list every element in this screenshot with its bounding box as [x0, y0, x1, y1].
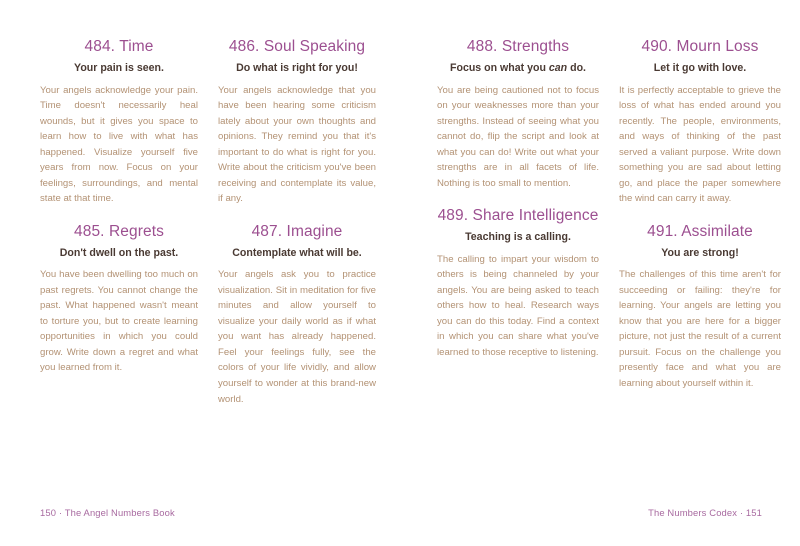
- entry-body: You are being cautioned not to focus on your weaknesses more than your strengths. Instead of seeing what you cannot do, flip the script and look at what you can do! Write out what your strengths are in all facets of life. Nothing is too small to mention.: [437, 84, 599, 189]
- entry-body: The challenges of this time aren't for succeeding or failing: they're for learning. Your angels are letting you know that you are here for a bigger picture, not just the result of a current pursuit. Focus on the challenge you presently face and what you are learning about yourself within it.: [619, 269, 781, 389]
- entry-subtitle: Teaching is a calling.: [465, 231, 571, 244]
- entry-subtitle: Do what is right for you!: [236, 61, 358, 74]
- entry-title: 485. Regrets: [74, 222, 164, 240]
- entry-486: [218, 38, 376, 207]
- entry-490: [619, 38, 781, 207]
- entry-title: 491. Assimilate: [647, 222, 753, 240]
- left-page-column-1: [40, 38, 198, 392]
- entry-title: 489. Share Intelligence: [437, 207, 599, 225]
- right-page-footer: The Numbers Codex · 151: [648, 507, 762, 518]
- entry-body: Your angels ask you to practice visualization. Sit in meditation for five minutes and allow yourself to visualize your daily world as if what you want has already happened. Feel your feelings fully, see the colors of your life vividly, and allow yourself to wonder at this brand-new world.: [218, 269, 376, 405]
- entry-484: [40, 38, 198, 207]
- right-page-column-1: [437, 38, 599, 376]
- entry-491: [619, 223, 781, 392]
- entry-title: 486. Soul Speaking: [228, 38, 366, 55]
- entry-488: [437, 38, 599, 191]
- entry-subtitle: Your pain is seen.: [74, 61, 164, 74]
- entry-title: 490. Mourn Loss: [641, 38, 759, 55]
- entry-body: Your angels acknowledge your pain. Time doesn't necessarily heal wounds, but it gives you space to learn how to live with what has happened. Visualize yourself five years from now. Focus on your feelings, surroundings, and mental state at that time.: [40, 84, 198, 205]
- entry-title: 488. Strengths: [466, 38, 570, 55]
- entry-subtitle: Don't dwell on the past.: [59, 246, 179, 259]
- entry-body: It is perfectly acceptable to grieve the loss of what has ended around you recently. The people, environments, and ways of thinking of the past served a valiant purpose. Write down something you are sad about letting go, and place the paper somewhere the wind can carry it away.: [619, 84, 781, 205]
- entry-489: [437, 207, 599, 360]
- entry-subtitle: [437, 62, 599, 75]
- left-page-footer: 150 · The Angel Numbers Book: [40, 507, 175, 518]
- entry-subtitle-pre: Focus on what you: [450, 61, 549, 74]
- right-page-column-2: [619, 38, 781, 408]
- entry-title: 487. Imagine: [251, 222, 343, 240]
- entry-body: You have been dwelling too much on past regrets. You cannot change the past. What happened wasn't meant to torture you, but to create learning opportunities in which you could grow. Write down a regret and what you learned from it.: [40, 269, 198, 374]
- right-page: [400, 0, 800, 546]
- left-page-column-2: [218, 38, 376, 423]
- entry-subtitle: Contemplate what will be.: [232, 246, 362, 259]
- entry-subtitle-post: do.: [567, 61, 586, 74]
- entry-title: 484. Time: [84, 38, 154, 55]
- entry-subtitle: You are strong!: [661, 246, 739, 259]
- entry-body: The calling to impart your wisdom to others is being channeled by your angels. You are being asked to teach others how to heal. Research ways you can do this today. Find a context in which you can share what you've learned to those receptive to listening.: [437, 253, 599, 358]
- entry-body: Your angels acknowledge that you have been hearing some criticism lately about your own thoughts and opinions. They remind you that it's important to do what is right for you. Write about the criticism you've been receiving and contemplate its value, if any.: [218, 84, 376, 205]
- entry-487: [218, 223, 376, 407]
- left-page-columns: [40, 38, 376, 423]
- entry-485: [40, 223, 198, 376]
- right-page-columns: [437, 38, 781, 408]
- entry-subtitle-emphasis: can: [548, 61, 568, 74]
- entry-subtitle: Let it go with love.: [653, 61, 747, 74]
